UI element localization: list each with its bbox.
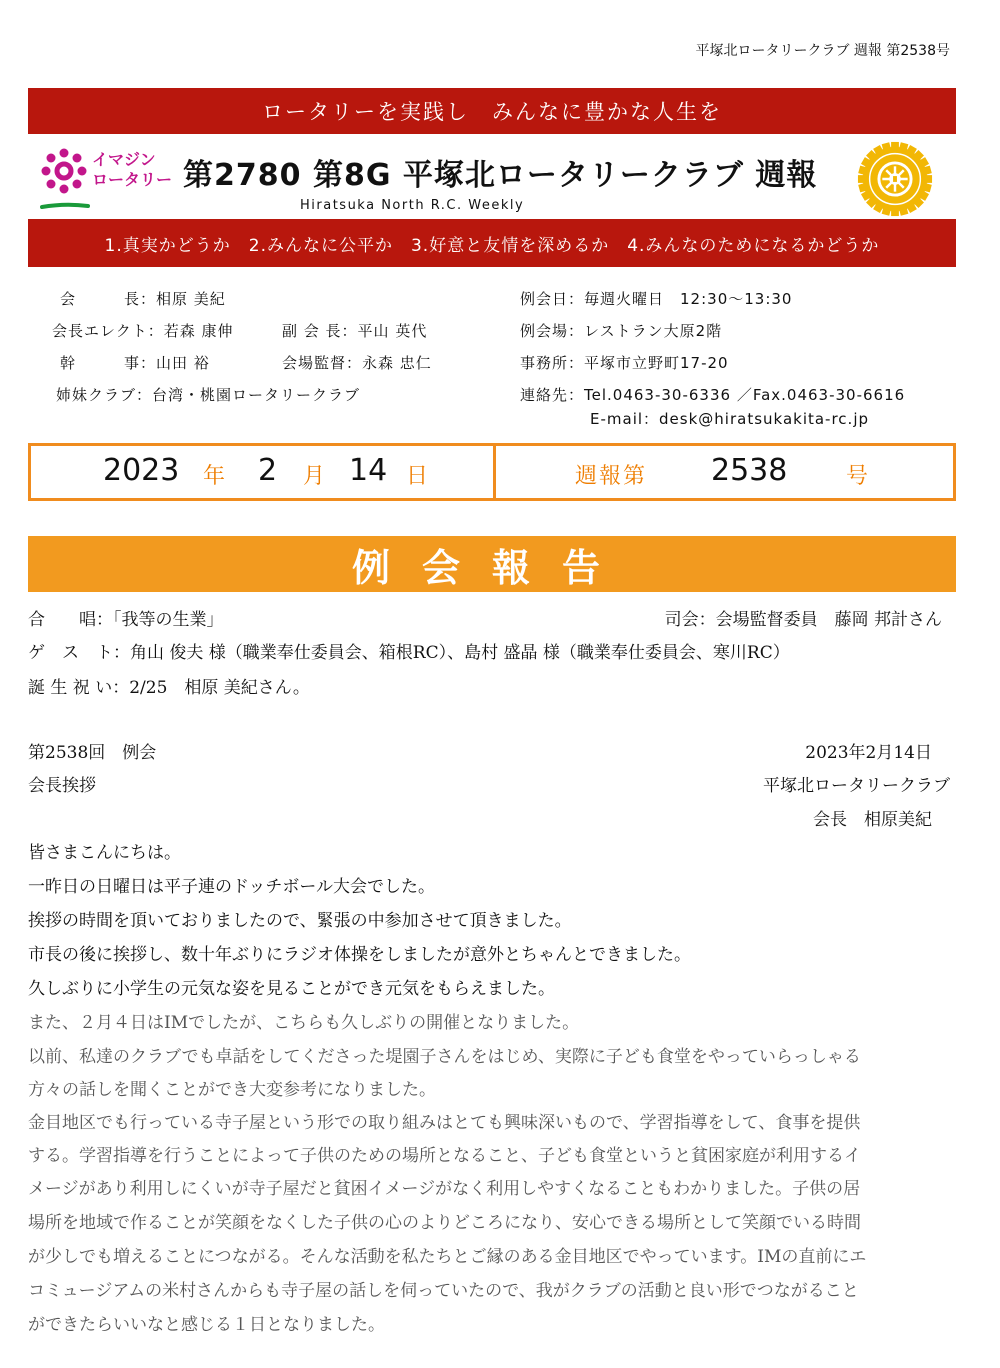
report-heading: 例会報告 [28,536,956,592]
officer-president [60,288,226,309]
guest-names: 角山 俊夫 様（職業奉仕委員会、箱根RC）、島村 盛晶 様（職業奉仕委員会、寒川RC） [130,643,790,663]
newsletter-title: 第2780 第8G 平塚北ロータリークラブ 週報 [183,158,818,193]
sister-club [56,384,360,405]
song-title: 「我等の生業」 [113,610,224,630]
secretary-label: 幹 事： [60,354,157,372]
article-date: 2023年2月14日 [805,743,932,763]
article-line: する。学習指導を行うことによって子供のための場所となること、子ども食堂というと貧困家庭が利用するイ [28,1146,861,1166]
contact-email[interactable]: E-mail：desk@hiratsukakita-rc.jp [590,410,870,428]
president-label: 会 長： [60,290,157,308]
guest-line [28,638,790,663]
issue-unit: 号 [846,464,869,489]
date-day: 14 [349,453,388,488]
office-label: 事務所： [520,354,585,372]
newsletter-subtitle: Hiratsuka North R.C. Weekly [300,198,525,213]
emcee-line: 司会：会場監督委員 藤岡 邦計さん [664,610,942,630]
officer-elect [52,320,233,341]
article-line: 金目地区でも行っている寺子屋という形での取り組みはとても興味深いもので、学習指導をして、食事を提供 [28,1113,861,1133]
article-line: メージがあり利用しにくいが寺子屋だと貧困イメージがなく利用しやすくなることもわかりました。子供の居 [28,1179,861,1199]
article-title: 会長挨拶 [28,776,96,796]
date-box-divider [493,446,496,498]
vp-name: 平山 英代 [357,322,428,340]
date-month-unit: 月 [303,464,326,489]
article-line: 方々の話しを聞くことができ大変参考になりました。 [28,1080,436,1100]
meeting-number: 第2538回 例会 [28,743,157,763]
contact-tel: Tel.0463-30-6336 ／Fax.0463-30-6616 [584,386,906,404]
officer-secretary [60,352,210,373]
office-value: 平塚市立野町17-20 [584,354,729,372]
article-line: 挨拶の時間を頂いておりましたので、緊張の中参加させて頂きました。 [28,911,572,931]
logo-line-2: ロータリー [92,170,173,189]
four-way-test-banner: 1.真実かどうか 2.みんなに公平か 3.好意と友情を深めるか 4.みんなのためになるかどうか [28,219,956,267]
sister-name: 台湾・桃園ロータリークラブ [152,386,361,404]
issue-number: 2538 [711,453,788,488]
venue-value: レストラン大原2階 [584,322,723,340]
article-club: 平塚北ロータリークラブ [763,776,950,796]
imagine-rotary-text [92,150,172,190]
article-line: 市長の後に挨拶し、数十年ぶりにラジオ体操をしましたが意外とちゃんとできました。 [28,945,691,965]
meeting-venue [520,320,722,341]
song-line [28,605,224,630]
date-year-unit: 年 [203,464,226,489]
officer-vp [282,320,427,341]
secretary-name: 山田 裕 [156,354,210,372]
birthday-names: 2/25 相原 美紀さん。 [129,678,310,698]
rotary-wheel-icon [856,140,934,218]
contact-phone [520,384,905,405]
sergeant-label: 会場監督： [282,354,363,372]
sister-label: 姉妹クラブ： [56,386,153,404]
meeting-day [520,288,792,309]
birthday-line [28,673,310,698]
article-author: 会長 相原美紀 [813,810,932,830]
elect-label: 会長エレクト： [52,322,164,340]
article-line: 場所を地域で作ることが笑顔をなくした子供の心のよりどころになり、安心できる場所として笑顔でいる時間 [28,1213,861,1233]
venue-label: 例会場： [520,322,585,340]
article-line: コミュージアムの米村さんからも寺子屋の話しを伺っていたので、我がクラブの活動と良い形でつながること [28,1281,859,1301]
logo-line-1: イマジン [92,150,156,169]
vp-label: 副 会 長： [282,322,358,340]
article-line: 皆さまこんにちは。 [28,843,181,863]
contact-label: 連絡先： [520,386,585,404]
issue-label: 週報第 [575,464,648,489]
date-month: 2 [258,453,278,488]
article-line: また、２月４日はIMでしたが、こちらも久しぶりの開催となりました。 [28,1013,580,1033]
guest-label: ゲ ス ト： [28,643,130,663]
article-line: 一昨日の日曜日は平子連のドッチボール大会でした。 [28,877,435,897]
date-year: 2023 [103,453,180,488]
day-value: 毎週火曜日 12:30～13:30 [584,290,793,308]
song-label: 合 唱： [28,610,113,630]
article-line: ができたらいいなと感じる１日となりました。 [28,1315,385,1335]
sergeant-name: 永森 忠仁 [362,354,432,372]
birthday-label: 誕 生 祝 い： [28,678,130,698]
date-issue-box [28,443,956,501]
office-address [520,352,729,373]
article-line: 久しぶりに小学生の元気な姿を見ることができ元気をもらえました。 [28,979,555,999]
date-day-unit: 日 [406,464,429,489]
officer-sergeant [282,352,432,373]
article-body [28,838,958,1344]
president-name: 相原 美紀 [156,290,226,308]
day-label: 例会日： [520,290,585,308]
article-line: 以前、私達のクラブでも卓話をしてくださった堤園子さんをはじめ、実際に子ども食堂をやっていらっしゃる [28,1047,861,1067]
elect-name: 若森 康伸 [163,322,234,340]
page-reference: 平塚北ロータリークラブ 週報 第2538号 [695,43,950,59]
slogan-banner: ロータリーを実践し みんなに豊かな人生を [28,88,956,134]
article-line: が少しでも増えることにつながる。そんな活動を私たちとご縁のある金目地区でやっています。IMの直前にエ [28,1247,867,1267]
